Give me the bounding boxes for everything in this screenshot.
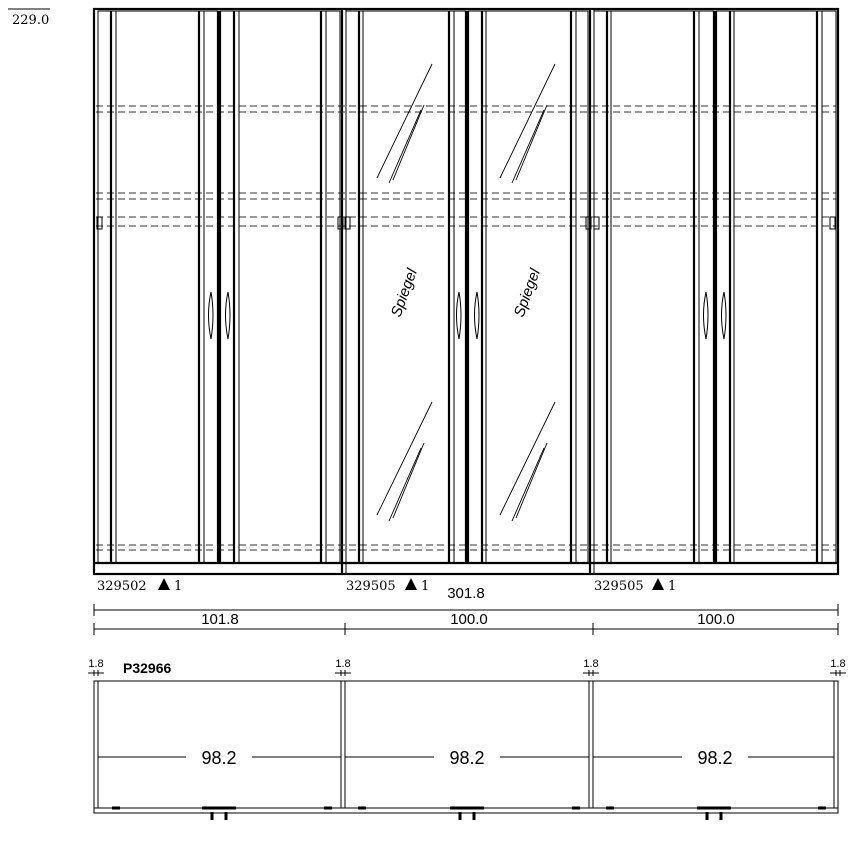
- door-handle-icon: [209, 292, 214, 339]
- door-handle-icon: [704, 292, 709, 339]
- door-handle-icon: [457, 292, 462, 339]
- front-elevation: [94, 9, 838, 574]
- marker-count-1: 1: [174, 579, 183, 594]
- total-width-label: 301.8: [447, 585, 485, 602]
- triangle-marker-icon: [405, 578, 417, 590]
- door-handle-icon: [722, 292, 727, 339]
- plan-view: [88, 658, 846, 820]
- plan-code: P32966: [123, 660, 172, 676]
- section-1-doors: [98, 11, 340, 563]
- article-number-3: 329505: [594, 579, 644, 594]
- inner-width-1: 98.2: [201, 748, 237, 768]
- thickness-label-3: 1.8: [583, 658, 599, 670]
- section-width-3: 100.0: [697, 611, 735, 628]
- triangle-marker-icon: [158, 578, 170, 590]
- mirror-label: Spiegel: [510, 266, 544, 320]
- section-3-doors: [594, 11, 836, 563]
- door-handle-icon: [226, 292, 231, 339]
- article-labels: [97, 578, 676, 594]
- article-number-1: 329502: [97, 579, 147, 594]
- plan-handles: [112, 808, 826, 820]
- section-width-2: 100.0: [450, 611, 488, 628]
- thickness-label-1: 1.8: [88, 658, 104, 670]
- marker-count-3: 1: [668, 579, 677, 594]
- height-dimension: [8, 9, 50, 28]
- door-handle-icon: [475, 292, 480, 339]
- article-number-2: 329505: [346, 579, 396, 594]
- mirror-label: Spiegel: [387, 266, 421, 320]
- inner-width-2: 98.2: [449, 748, 485, 768]
- inner-width-3: 98.2: [697, 748, 733, 768]
- thickness-label-2: 1.8: [335, 658, 351, 670]
- width-dimensions: [94, 585, 838, 635]
- section-width-1: 101.8: [201, 611, 239, 628]
- thickness-label-4: 1.8: [830, 658, 846, 670]
- section-2-doors: [346, 11, 588, 563]
- triangle-marker-icon: [652, 578, 664, 590]
- marker-count-2: 1: [421, 579, 430, 594]
- height-label: 229.0: [12, 13, 50, 28]
- plan-outline: [94, 681, 838, 808]
